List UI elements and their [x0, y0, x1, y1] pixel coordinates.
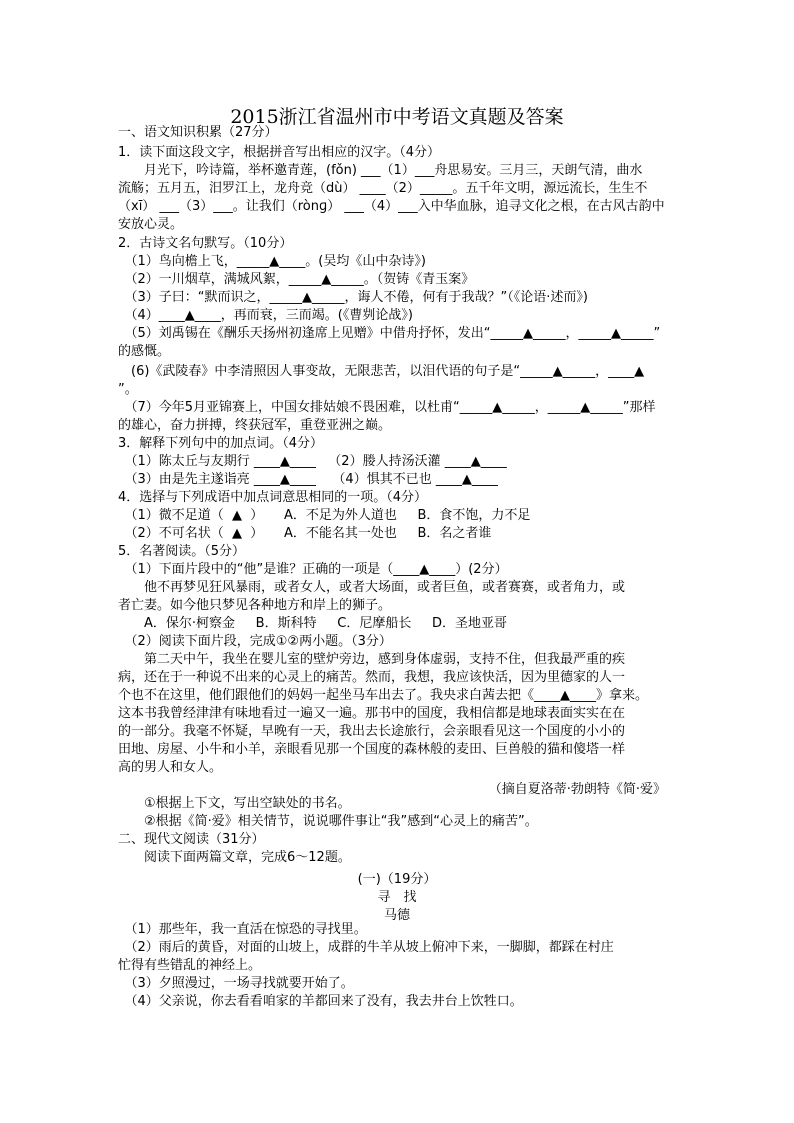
answer-options: A．保尔·柯察金 B．斯科特 C．尼摩船长 D．圣地亚哥: [118, 616, 508, 631]
passage-text: 的一部分。我毫不怀疑，早晚有一天，我出去长途旅行，会亲眼看见这一个国度的小小的: [118, 724, 626, 739]
question-item: （1）陈太丘与友期行 ____▲____ （2）媵人持汤沃灌 ____▲____: [118, 454, 507, 469]
passage-paragraph: （2）雨后的黄昏，对面的山坡上，成群的牛羊从坡上俯冲下来，一脚脚，都踩在村庄: [118, 940, 614, 955]
question-item: （1）微不足道（ ▲ ） A．不足为外人道也 B．食不饱，力不足: [118, 508, 531, 523]
question-text: （xī） ___（3）___。让我们（rònɡ） ___（4）___入中华血脉，追寻文化之根，在古风古韵中: [118, 199, 665, 214]
passage-paragraph: （3）夕照漫过，一场寻找就要开始了。: [118, 976, 354, 991]
question-item: (6)《武陵春》中李清照因人事变故，无限悲苦，以泪代语的句子是“_____▲_____，____▲: [118, 364, 645, 379]
passage-author: 马德: [383, 908, 410, 923]
question-item: （1）下面片段中的“他”是谁？正确的一项是（____▲____）(2分）: [118, 562, 508, 577]
question-heading: 3．解释下列句中的加点词。（4分）: [118, 436, 324, 451]
question-text: 月光下，吟诗篇，举杯邀青莲，(fǒn) ___（1）___舟思易安。三月三，天朗气清，曲水: [118, 163, 643, 178]
question-item: （7）今年5月亚锦赛上，中国女排姑娘不畏困难，以杜甫“_____▲_____，_____▲_____”那样: [118, 400, 656, 415]
question-item: （4）____▲____，再而衰，三而竭。(《曹刿论战》): [118, 308, 413, 323]
question-item: （1）鸟向檐上飞，_____▲____。(吴均《山中杂诗》): [118, 254, 426, 269]
question-item: （3）子曰：“默而识之，_____▲_____，诲人不倦，何有于我哉？”（《论语·述而》): [118, 290, 588, 305]
question-text: 流觞；五月五，汨罗江上，龙舟竞（dù） ____（2）_____。五千年文明，源远流长，生生不: [118, 181, 648, 196]
sub-question: ②根据《简·爱》相关情节，说说哪件事让“我”感到“心灵上的痛苦”。: [118, 814, 538, 829]
question-item: ”。: [118, 382, 138, 397]
passage-text: 这本书我曾经津津有味地看过一遍又一遍。那书中的国度，我相信都是地球表面实实在在: [118, 706, 626, 721]
passage-paragraph: 忙得有些错乱的神经上。: [118, 958, 262, 973]
question-heading: 1．读下面这段文字，根据拼音写出相应的汉字。（4分）: [118, 145, 441, 160]
section-heading: 一、语文知识积累（27分）: [118, 125, 278, 140]
question-item: 的雄心，奋力拼搏，终获冠军，重登亚洲之巅。: [118, 418, 392, 433]
question-item: （2）阅读下面片段，完成①②两小题。（3分）: [118, 634, 392, 649]
passage-title: 寻 找: [377, 890, 417, 905]
passage-text: 者亡妻。如今他只梦见各种地方和岸上的狮子。: [118, 598, 392, 613]
page-title: 2015浙江省温州市中考语文真题及答案: [230, 106, 564, 128]
passage-text: 第二天中午，我坐在婴儿室的壁炉旁边，感到身体虚弱，支持不住，但我最严重的疾: [118, 652, 626, 667]
question-text: 安放心灵。: [118, 217, 184, 232]
passage-text: 田地、房屋、小牛和小羊，亲眼看见那一个国度的森林般的麦田、巨兽般的猫和傻塔一样: [118, 742, 626, 757]
question-item: 的感慨。: [118, 344, 171, 359]
question-heading: 5．名著阅读。（5分）: [118, 544, 246, 559]
section-heading: 二、现代文阅读（31分）: [118, 832, 265, 847]
passage-paragraph: （4）父亲说，你去看看咱家的羊都回来了没有，我去井台上饮牲口。: [118, 994, 523, 1009]
question-item: （2）一川烟草，满城风絮，_____▲_____。（贺铸《青玉案》: [118, 272, 475, 287]
passage-text: 病，还在于一种说不出来的心灵上的痛苦。然而，我想，我应该快活，因为里德家的人一: [118, 670, 626, 685]
question-item: （3）由是先主遂诣亮 ____▲____ （4）惧其不已也 ____▲____: [118, 472, 498, 487]
passage-text: 高的男人和女人。: [118, 760, 223, 775]
passage-source: （摘自夏洛蒂·勃朗特《简·爱》: [488, 782, 666, 797]
question-item: （5）刘禹锡在《酬乐天扬州初逢席上见赠》中借舟抒怀，发出“_____▲_____，_____▲_____”: [118, 326, 661, 341]
question-heading: 2．古诗文名句默写。（10分）: [118, 236, 293, 251]
question-item: （2）不可名状（ ▲ ） A．不能名其一处也 B．名之者谁: [118, 526, 492, 541]
passage-paragraph: （1）那些年，我一直活在惊恐的寻找里。: [118, 922, 367, 937]
question-heading: 4．选择与下列成语中加点词意思相同的一项。（4分）: [118, 490, 428, 505]
passage-text: 他不再梦见狂风暴雨，或者女人，或者大场面，或者巨鱼，或者赛赛，或者角力，或: [118, 580, 626, 595]
reading-intro: 阅读下面两篇文章，完成6～12题。: [118, 850, 351, 865]
sub-question: ①根据上下文，写出空缺处的书名。: [118, 796, 351, 811]
passage-part: (一)（19分）: [357, 872, 437, 887]
passage-text: 个也不在这里，他们跟他们的妈妈一起坐马车出去了。我央求白茜去把《____▲____》拿来。: [118, 688, 648, 703]
